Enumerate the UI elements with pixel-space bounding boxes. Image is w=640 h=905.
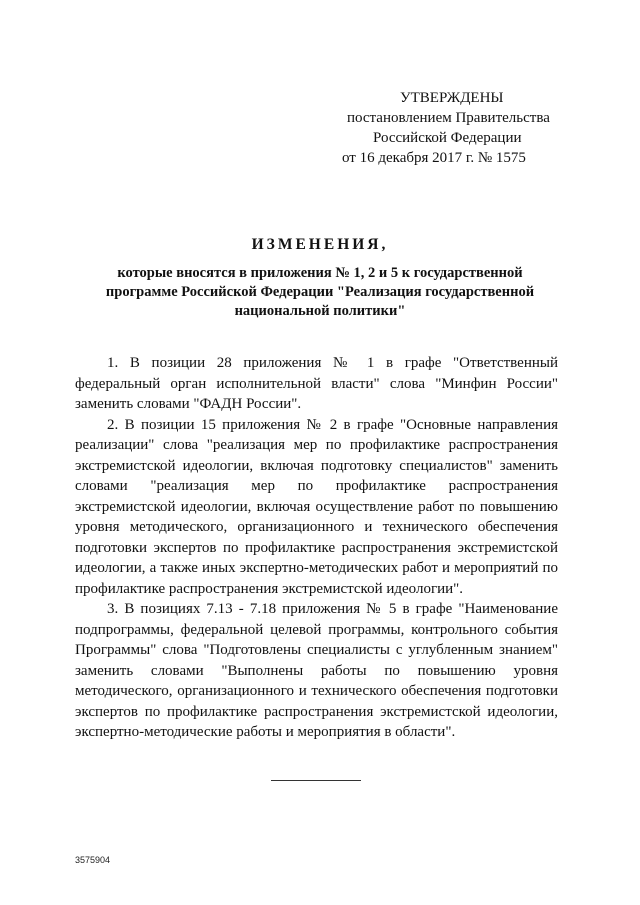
paragraph-line: федеральный орган исполнительной власти" слова "Минфин России" bbox=[75, 375, 558, 392]
paragraph-3 bbox=[75, 599, 558, 743]
paragraph-line: экспертно-методические работы и мероприятия в области". bbox=[75, 724, 456, 740]
document-title: ИЗМЕНЕНИЯ, bbox=[251, 236, 389, 253]
approval-line-federation: Российской Федерации bbox=[373, 130, 522, 146]
paragraph-line: 1. В позиции 28 приложения № 1 в графе "Ответственный bbox=[107, 355, 558, 371]
paragraph-line: реализации" слова "реализация мер по профилактике распространения bbox=[75, 437, 558, 453]
approval-heading: УТВЕРЖДЕНЫ bbox=[400, 90, 504, 106]
approval-line-date-number: от 16 декабря 2017 г. № 1575 bbox=[342, 150, 526, 166]
paragraph-line: 3. В позициях 7.13 - 7.18 приложения № 5 в графе "Наименование bbox=[107, 601, 558, 617]
subtitle-line-1: которые вносятся в приложения № 1, 2 и 5 к государственной bbox=[117, 265, 523, 281]
paragraph-line: подпрограммы, федеральной целевой программы, контрольного события bbox=[75, 621, 558, 638]
paragraph-line: экстремистской идеологии, включая осуществление работ по повышению bbox=[75, 498, 558, 515]
paragraph-line: словами "реализация мер по профилактике распространения bbox=[75, 478, 558, 494]
approval-block bbox=[330, 88, 570, 168]
paragraph-line: идеологии, а также иных экспертно-методических работ и мероприятий по bbox=[75, 560, 558, 576]
paragraph-2 bbox=[75, 415, 558, 600]
paragraph-line: экспертов по профилактике распространения экстремистской идеологии, bbox=[75, 703, 558, 720]
paragraph-line: Программы" слова "Подготовлены специалисты с углубленным знанием" bbox=[75, 642, 558, 658]
paragraph-1 bbox=[75, 353, 558, 415]
paragraph-line: заменить словами "ФАДН России". bbox=[75, 396, 302, 412]
approval-line-resolution: постановлением Правительства bbox=[347, 110, 550, 126]
document-body bbox=[75, 353, 558, 743]
subtitle-line-2: программе Российской Федерации "Реализация государственной bbox=[105, 284, 535, 300]
paragraph-line: заменить словами "Выполнены работы по повышению уровня bbox=[75, 662, 558, 679]
subtitle-line-3: национальной политики" bbox=[234, 303, 406, 319]
paragraph-line: методического, организационного и технического обеспечения подготовки bbox=[75, 683, 558, 699]
closing-divider bbox=[271, 780, 361, 781]
paragraph-line: 2. В позиции 15 приложения № 2 в графе "Основные направления bbox=[107, 416, 558, 433]
paragraph-line: экстремистской идеологии, включая подготовку специалистов" заменить bbox=[75, 457, 558, 474]
paragraph-line: подготовки экспертов по профилактике распространения экстремистской bbox=[75, 539, 558, 556]
document-subtitle bbox=[80, 264, 560, 321]
paragraph-line: уровня методического, организационного и технического обеспечения bbox=[75, 519, 558, 535]
document-number: 3575904 bbox=[75, 855, 111, 865]
paragraph-line: профилактике распространения экстремистской идеологии". bbox=[75, 580, 464, 597]
